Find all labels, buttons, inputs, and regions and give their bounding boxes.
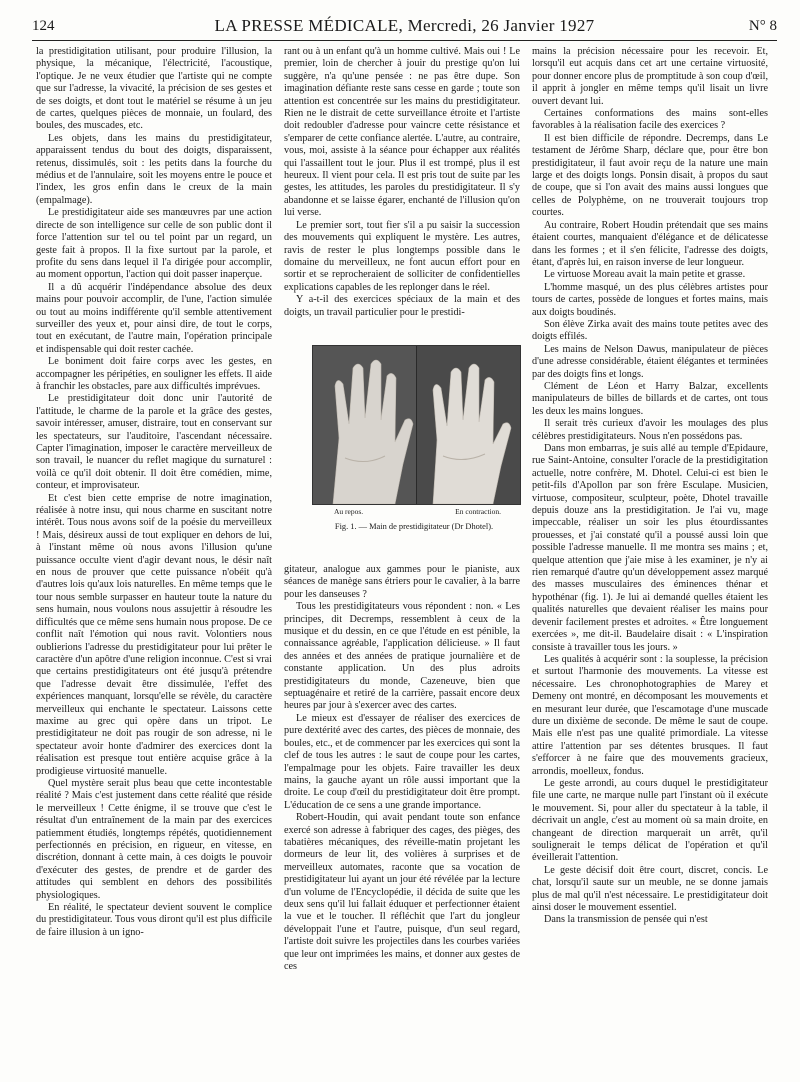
paragraph: Y a-t-il des exercices spéciaux de la main et des doigts, un travail particulier pour le prestidi- xyxy=(284,294,520,318)
label-contraction: En contraction. xyxy=(455,507,501,516)
paragraph: la prestidigitation utilisant, pour produire l'illusion, la physique, la mécanique, l'électricité, l'acoustique, l'optique. Je ne veux étudier que l'artiste qui ne compte que sur l'adresse, la vivacité, la précision de ses gestes et de ses doigts, et dont tout le matériel se résume à un jeu de cartes, quelques pièces de monnaie, un foulard, des boules, des muscades, etc. xyxy=(36,46,272,132)
paragraph: Tous les prestidigitateurs vous répondent : non. « Les principes, dit Decremps, ressemblent à ceux de la musique et du dessin, en ce que l'étude en est pénible, la connaissance agréable, l'application délicieuse. » Il faut des années et des années de pratique journalière et de constante application. Un des plus adroits prestidigitateurs du monde, Cazeneuve, bien que septuagénaire et retiré de la carrière, passait encore deux heures par jour à s'exercer avec des cartes. xyxy=(284,601,520,712)
paragraph: Le boniment doit faire corps avec les gestes, en accompagner les péripéties, en souligner les effets. Il aide à franchir les obstacles, pare aux difficultés imprévues. xyxy=(36,356,272,392)
paragraph: Le premier sort, tout fier s'il a pu saisir la succession des mouvements qui expliquent le mystère. Les autres, ravis de rester le plus longtemps possible dans le domaine du merveilleux, ne font aucun effort pour en sortir et se reprocheraient de solliciter de confidentielles explications capables de les replonger dans le réel. xyxy=(284,219,520,293)
paragraph: Le prestidigitateur doit donc unir l'autorité de l'attitude, le charme de la parole et la grâce des gestes, savoir intéresser, amuser, distraire, tout en conservant sur les spectateurs, sur l'auditoire, l'ascendant nécessaire. Capter l'imagination, imposer le caractère merveilleux de son travail, le nuancer du reflet magique du surnaturel : voilà ce qu'il doit obtenir. Il doit être comédien, mime, conteur, et improvisateur. xyxy=(36,393,272,492)
paragraph: Il est bien difficile de répondre. Decremps, dans Le testament de Jérôme Sharp, déclare que, pour être bon prestidigitateur, il faut avoir reçu de la nature une main large et des doigts longs. Ponsin disait, à propos du saut de coupe, que si l'on avait des mains aussi longues que celles de Polyphème, on ne trouverait toujours trop courtes. xyxy=(532,132,768,219)
column-middle xyxy=(284,46,520,1076)
journal-name: LA PRESSE MÉDICALE, xyxy=(214,16,403,35)
paragraph: Le prestidigitateur aide ses manœuvres par une action directe de son intelligence sur celle de son public dont il force l'attention sur tel ou tel point par un regard, un geste fait à propos. Il la fixe surtout par la parole, et profite du sens dans lequel il l'a dirigée pour accomplir, au moment opportun, l'action qui doit passer inaperçue. xyxy=(36,207,272,281)
paragraph: Le virtuose Moreau avait la main petite et grasse. xyxy=(544,269,746,281)
issue-number: N° 8 xyxy=(748,18,777,34)
paragraph: Le geste décisif doit être court, discret, concis. Le chat, lorsqu'il saute sur un meuble, ne se donne jamais plus de mal qu'il n'est nécessaire. Le prestidigitateur doit ainsi doser le mouvement essentiel. xyxy=(532,864,768,914)
paragraph: rant ou à un enfant qu'à un homme cultivé. Mais oui ! Le premier, loin de chercher à jouir du prestige qu'on lui suggère, n'a qu'une pensée : ne pas être dupe. Son imagination défiante reste sans cesse en garde ; toute son attention est concentrée sur les mains du prestidigitateur. Rien ne le distrait de cette surveillance étroite et l'artiste doit redoubler d'adresse pour vaincre cette résistance et s'emparer de cette confiance alertée. L'autre, au contraire, vous, moi, assiste à la séance pour échapper aux réalités qui l'assaillent tout le jour. Plus il est trompé, plus il est heureux. Il vient pour cela. Il est pris tout de suite par les gestes, les attitudes, les paroles du prestidigitateur. Il s'y abandonne et se laisse égarer, enchanté de l'illusion qu'on lui verse. xyxy=(284,46,520,219)
paragraph: Dans mon embarras, je suis allé au temple d'Epidaure, rue Saint-Antoine, consulter l'oracle de la prestidigitation actuelle, notre confrère, M. Dhotel. Celui-ci est bien le petit-fils d'Apollon par son frère Esculape. Musicien, virtuose, compositeur, sculpteur, poète, Dhotel travaille depuis douze ans la prestidigitation. Je l'ai vu, mage impeccable, réaliser un soir les plus étourdissantes prouesses, et j'ai constaté qu'il a poussé aussi loin que possible l'adresse manuelle. Il me montra ses mains ; et, quelque attention que j'aie mise à les examiner, je n'y ai rien remarqué d'autre qu'un développement assez marqué des masses musculaires des éminences thénar et hypothénar (fig. 1). Je lui ai demandé quelles étaient les qualités naturelles que devaient réaliser les mains pour devenir facilement prestes et adroites. « Être longuement exercées », me dit-il. Baudelaire disait : « L'inspiration consiste à travailler tous les jours. » xyxy=(532,443,768,653)
issue-date: Mercredi, 26 Janvier 1927 xyxy=(407,16,595,35)
figure-hands xyxy=(312,345,519,515)
paragraph: Robert-Houdin, qui avait pendant toute son enfance exercé son adresse à fabriquer des cages, des pièges, des tabatières mécaniques, des réveille-matin projetant les dormeurs de leur lit, des volières à surprises et de merveilleux automates, raconte que sa vocation de prestidigitateur lui ayant un jour été révélée par la lecture d'un volume de l'Encyclopédie, il décida de suite que les deux sens qu'il lui fallait éduquer et perfectionner étaient la vue et le toucher. Il réfléchit que l'art du jongleur développait l'une et l'autre, puisque, d'un seul regard, l'artiste doit suivre les projectiles dans les courbes variées que leur ont imprimées les mains, et donner aux gestes de ces xyxy=(284,812,520,972)
paragraph: mains la précision nécessaire pour les recevoir. Et, lorsqu'il eut acquis dans cet art une certaine virtuosité, pour donner encore plus de promptitude à son coup d'œil, il apprit à jongler en même temps qu'il lisait un livre ouvert devant lui. xyxy=(532,46,768,107)
journal-title xyxy=(32,16,777,36)
paragraph: Les mains de Nelson Dawus, manipulateur de pièces d'une adresse considérable, étaient élégantes et terminées par des doigts fins et longs. xyxy=(532,343,768,380)
page-header xyxy=(32,10,777,41)
paragraph: Il a dû acquérir l'indépendance absolue des deux mains pour pouvoir accomplir, de l'une, l'action simulée ou tout au moins indifférente qu'il semble attentivement surveiller des yeux et, pour ainsi dire, de tout le corps, tout en exécutant, de l'autre main, l'opération principale et indispensable qui doit rester cachée. xyxy=(36,281,272,355)
paragraph: Les qualités à acquérir sont : la souplesse, la précision et surtout l'harmonie des mouvements. La vitesse est nécessaire. Les chronophotographies de Marey et Demeny ont montré, en décomposant les mouvements et en mesurant leur durée, que l'escamotage d'une muscade dure un dixième de seconde. De même le saut de coupe. Mais elle n'est pas une qualité primordiale. La vitesse attire l'attention par ses détentes brusques. Il faut s'efforcer à ne faire que des mouvements gracieux, arrondis, moelleux, fondus. xyxy=(532,653,768,777)
label-at-rest: Au repos. xyxy=(334,507,364,516)
paragraph: Au contraire, Robert Houdin prétendait que ses mains étaient courtes, manquaient d'élégance et de délicatesse dans les formes ; et il s'en félicite, l'adresse des doigts, étant, d'après lui, en raison inverse de leur longueur. xyxy=(532,219,768,268)
paragraph: L'homme masqué, un des plus célèbres artistes pour tours de cartes, possède de longues et fortes mains, mais aux doigts boudinés. xyxy=(532,281,768,318)
paragraph: Il serait très curieux d'avoir les moulages des plus célèbres prestidigitateurs. Nous n'en possédons pas. xyxy=(532,418,768,442)
column-right xyxy=(532,46,768,1076)
paragraph: Le mieux est d'essayer de réaliser des exercices de pure dextérité avec des cartes, des pièces de monnaie, des boules, etc., et de commencer par les exercices qui sont la clef de tous les autres : le saut de coupe pour les cartes, l'empalmage pour les objets. Faire travailler les deux mains, la gauche ayant un rôle aussi important que la droite. Le coup d'œil du prestidigitateur doit être prompt. L'éducation de ce sens a une grande importance. xyxy=(284,712,520,811)
paragraph: Dans la transmission de pensée qui n'est xyxy=(544,914,708,926)
hands-photograph xyxy=(312,345,521,505)
paragraph: Son élève Zirka avait des mains toute petites avec des doigts effilés. xyxy=(532,318,768,343)
paragraph: Clément de Léon et Harry Balzar, excellents manipulateurs de billes de billards et de cartes, ont tous les deux les mains longues. xyxy=(532,380,768,417)
paragraph: gitateur, analogue aux gammes pour le pianiste, aux séances de manège sans étriers pour le cavalier, à la barre pour les danseuses ? xyxy=(284,564,520,600)
page-number: 124 xyxy=(32,18,55,34)
paragraph: En réalité, le spectateur devient souvent le complice du prestidigitateur. Tous vous diront qu'il est plus difficile de faire illusion à un igno- xyxy=(36,902,272,938)
paragraph: Le geste arrondi, au cours duquel le prestidigitateur file une carte, ne marque nulle part l'instant où il exécute le mouvement. Si, pour aller du spectateur à la table, il décrivait un angle, c'est au moment où sa main droite, en changeant de direction marquerait un arrêt, qu'il soulignerait le temps délicat de l'opération et qu'il éveillerait l'attention. xyxy=(532,777,768,864)
figure-caption: Fig. 1. — Main de prestidigitateur (Dr Dhotel). xyxy=(334,522,494,531)
paragraph: Et c'est bien cette emprise de notre imagination, réalisée à notre insu, qui nous charme en suscitant notre intérêt. Tous nous avons soif de la poésie du merveilleux ! Mais, désireux aussi de tout expliquer en dehors de lui, à l'instant même où nous avons l'illusion qu'une puissance occulte vient d'agir devant nous, le désir naît en nous de prouver que cette puissance n'obéit qu'à d'autres lois qu'aux lois naturelles. En même temps que le tour nous semble surpasser en hauteur toute la nature du sens humain, nous voulons nous assujettir à résoudre les difficultés que ce même sens humain nous propose. De ce conflit naît l'émotion qui nous ravit. Volontiers nous oublierions l'adresse du prestidigitateur pour lui prêter le caractère d'un apôtre d'une religion inconnue. C'est si vrai que certains prestidigitateurs ont été jusqu'à prétendre que l'adresse devait être dissimulée, l'effet des expériences manquant, lorsqu'elle se révèle, du caractère merveilleux qui enchante le spectateur. Laissons cette maxime au grec qui opère dans un tripot. Le prestidigitateur ne doit pas rougir de son adresse, ni le spectateur avoir honte d'admirer des exercices dont la réalisation est presque tout entière acquise grâce à la prodigieuse virtuosité manuelle. xyxy=(36,492,272,777)
paragraph: Certaines conformations des mains sont-elles favorables à la réalisation facile des exercices ? xyxy=(532,108,768,132)
column-middle-bottom xyxy=(284,564,520,973)
paragraph: Les objets, dans les mains du prestidigitateur, apparaissent tendus du bout des doigts, disparaissent, retenus, dissimulés, soit : les petits dans la fourche du médius et de l'annulaire, soit les moyens entre le pouce et l'index, les gros enfin dans le creux de la main (empalmage). xyxy=(36,132,272,206)
hands-illustration xyxy=(313,346,520,504)
column-middle-top xyxy=(284,46,520,341)
column-left xyxy=(36,46,272,1076)
paragraph: Quel mystère serait plus beau que cette incontestable réalité ? Mais c'est justement dans cette réalité que réside le merveilleux ! Cette énigme, il se trouve que c'est le résultat d'un entraînement de la main par des exercices patiemment étudiés, longtemps répétés, quotidiennement perfectionnés en précision, en rigueur, en vitesse, en discrétion, donnant à cette main, à ces doigts le pouvoir d'exécuter des gestes, de prendre et de garder des attitudes qui semblent en dehors des possibilités physiologiques. xyxy=(36,777,272,901)
